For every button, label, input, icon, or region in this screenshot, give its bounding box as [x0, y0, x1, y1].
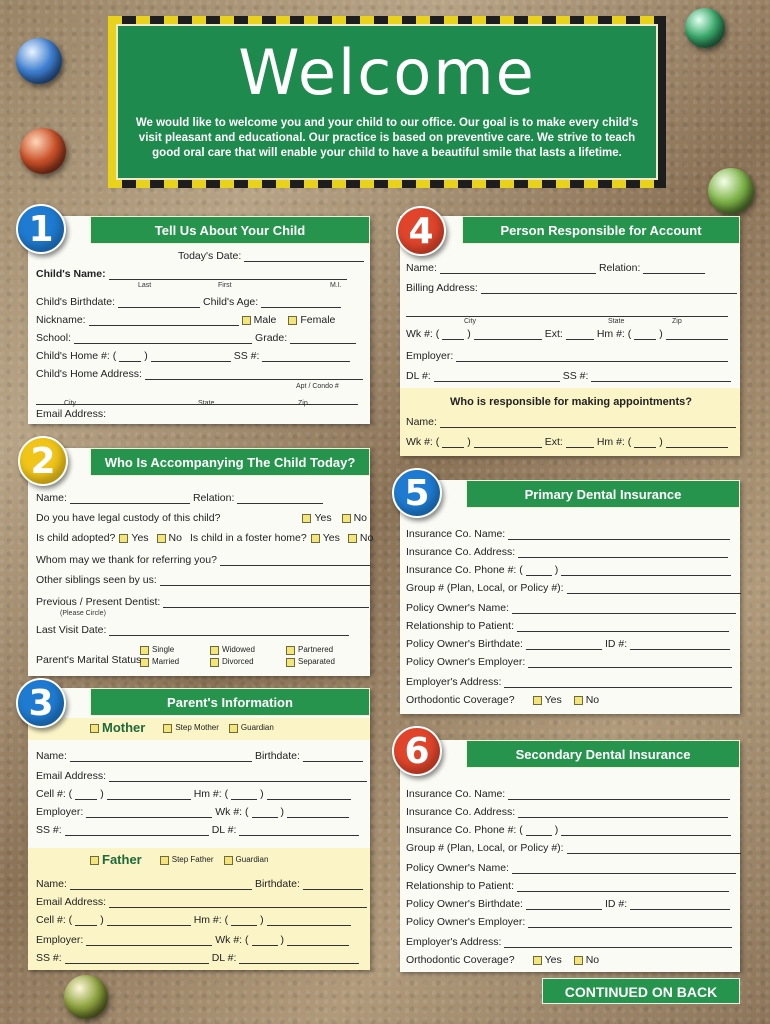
father-ss-label: SS #:: [36, 952, 62, 964]
continued-on-back-banner: CONTINUED ON BACK: [542, 978, 740, 1004]
marble-decoration: [16, 38, 62, 84]
paren: ): [260, 914, 264, 926]
p-ortho-label: Orthodontic Coverage?: [406, 694, 515, 706]
billing-field[interactable]: [481, 283, 737, 294]
paren: ): [260, 788, 264, 800]
mother-hm-label: Hm #: (: [193, 788, 229, 800]
appt-name-label: Name:: [406, 416, 437, 428]
s-co-phone-field[interactable]: [561, 825, 731, 836]
p-co-name-label: Insurance Co. Name:: [406, 528, 506, 540]
resp-wk-label: Wk #: (: [406, 328, 440, 340]
section-primary-insurance: [400, 480, 740, 714]
yes-label: Yes: [544, 694, 562, 706]
mother-dl-field[interactable]: [239, 825, 359, 836]
father-cell-label: Cell #: (: [36, 914, 73, 926]
appt-hm-area[interactable]: [634, 437, 656, 448]
p-employer-address-field[interactable]: [504, 677, 732, 688]
guardian-label: Guardian: [240, 723, 274, 732]
resp-employer-field[interactable]: [456, 351, 728, 362]
birthdate-label: Child's Birthdate:: [36, 296, 116, 308]
father-dl-field[interactable]: [239, 953, 359, 964]
last-visit-label: Last Visit Date:: [36, 624, 107, 636]
paren: ): [280, 934, 285, 946]
p-employer-address-label: Employer's Address:: [406, 676, 502, 688]
marble-decoration: [64, 975, 108, 1019]
section-6-header: Secondary Dental Insurance: [466, 740, 740, 768]
father-name-label: Name:: [36, 878, 67, 890]
s-owner-employer-label: Policy Owner's Employer:: [406, 916, 526, 928]
resp-relation-label: Relation:: [598, 262, 641, 274]
s-relationship-label: Relationship to Patient:: [406, 880, 514, 892]
father-name-field[interactable]: [70, 879, 252, 890]
father-employer-label: Employer:: [36, 934, 84, 946]
home-phone-label: Child's Home #: (: [36, 350, 117, 362]
resp-relation-field[interactable]: [643, 263, 705, 274]
guardian-label: Guardian: [235, 855, 269, 864]
s-co-phone-label: Insurance Co. Phone #: (: [406, 824, 523, 836]
s-co-address-label: Insurance Co. Address:: [406, 806, 516, 818]
s-owner-employer-field[interactable]: [528, 917, 732, 928]
separated-label: Separated: [298, 657, 335, 666]
separated-checkbox[interactable]: [286, 658, 295, 667]
p-owner-birth-field[interactable]: [526, 639, 602, 650]
male-checkbox[interactable]: [242, 316, 251, 325]
marital-status-label: Parent's Marital Status: [36, 654, 142, 666]
siblings-field[interactable]: [160, 575, 370, 586]
home-phone-field[interactable]: [151, 351, 231, 362]
accompany-name-label: Name:: [36, 492, 67, 504]
resp-hm-field[interactable]: [666, 329, 728, 340]
mother-email-label: Email Address:: [36, 770, 107, 782]
step-father-label: Step Father: [171, 855, 214, 864]
age-label: Child's Age:: [203, 296, 259, 308]
section-number-5: 5: [392, 468, 442, 518]
city-sublabel: City: [464, 318, 477, 325]
divorced-label: Divorced: [222, 657, 254, 666]
s-employer-address-label: Employer's Address:: [406, 936, 502, 948]
please-circle-sublabel: (Please Circle): [60, 610, 106, 617]
section-secondary-insurance: [400, 740, 740, 972]
yes-label: Yes: [314, 512, 332, 524]
p-owner-birth-label: Policy Owner's Birthdate:: [406, 638, 523, 650]
s-co-address-field[interactable]: [518, 807, 728, 818]
appt-name-field[interactable]: [440, 417, 736, 428]
ss-label: SS #:: [233, 350, 260, 362]
widowed-checkbox[interactable]: [210, 646, 219, 655]
ss-field[interactable]: [262, 351, 350, 362]
s-ortho-no-checkbox[interactable]: [574, 956, 583, 965]
father-cell-area[interactable]: [75, 915, 97, 926]
foster-yes-checkbox[interactable]: [311, 534, 320, 543]
city-state-zip-field[interactable]: [36, 394, 358, 405]
mi-sublabel: M.I.: [330, 282, 342, 289]
mother-employer-field[interactable]: [86, 807, 212, 818]
mother-guardian-checkbox[interactable]: [229, 724, 238, 733]
father-birthdate-field[interactable]: [303, 879, 363, 890]
paren: ): [659, 328, 663, 340]
mother-checkbox[interactable]: [90, 724, 99, 733]
resp-ss-label: SS #:: [562, 370, 589, 382]
welcome-title: Welcome: [238, 36, 536, 109]
partnered-label: Partnered: [298, 645, 334, 654]
paren: ): [280, 806, 285, 818]
s-ortho-yes-checkbox[interactable]: [533, 956, 542, 965]
p-group-label: Group # (Plan, Local, or Policy #):: [406, 582, 564, 594]
section-number-1: 1: [16, 204, 66, 254]
section-5-header: Primary Dental Insurance: [466, 480, 740, 508]
yes-label: Yes: [544, 954, 562, 966]
p-relationship-field[interactable]: [517, 621, 729, 632]
mother-dl-label: DL #:: [211, 824, 237, 836]
p-relationship-label: Relationship to Patient:: [406, 620, 514, 632]
father-label: Father: [102, 852, 142, 867]
step-mother-checkbox[interactable]: [163, 724, 172, 733]
resp-hm-label: Hm #: (: [596, 328, 632, 340]
partnered-checkbox[interactable]: [286, 646, 295, 655]
section-1-header: Tell Us About Your Child: [90, 216, 370, 244]
s-id-label: ID #:: [604, 898, 628, 910]
school-label: School:: [36, 332, 72, 344]
no-label: No: [585, 954, 600, 966]
todays-date-field[interactable]: [244, 251, 364, 262]
father-email-field[interactable]: [109, 897, 367, 908]
state-sublabel: State: [608, 318, 625, 325]
section-responsible: [400, 216, 740, 456]
section-3-header: Parent's Information: [90, 688, 370, 716]
section-number-3: 3: [16, 678, 66, 728]
appt-hm-label: Hm #: (: [596, 436, 632, 448]
appt-wk-label: Wk #: (: [406, 436, 440, 448]
single-label: Single: [152, 645, 175, 654]
todays-date-label: Today's Date:: [178, 250, 242, 262]
last-sublabel: Last: [138, 282, 152, 289]
apt-sublabel: Apt / Condo #: [296, 383, 339, 390]
father-wk-area[interactable]: [252, 935, 278, 946]
resp-hm-area[interactable]: [634, 329, 656, 340]
father-dl-label: DL #:: [211, 952, 237, 964]
yes-label: Yes: [322, 532, 340, 544]
mother-hm-field[interactable]: [267, 789, 351, 800]
p-co-name-field[interactable]: [508, 529, 730, 540]
last-visit-field[interactable]: [109, 625, 349, 636]
s-owner-birth-label: Policy Owner's Birthdate:: [406, 898, 523, 910]
father-cell-field[interactable]: [107, 915, 191, 926]
no-label: No: [168, 532, 182, 544]
father-email-label: Email Address:: [36, 896, 107, 908]
foster-no-checkbox[interactable]: [348, 534, 357, 543]
marital-options: [140, 644, 335, 668]
paren: ): [554, 824, 559, 836]
appt-wk-field[interactable]: [474, 437, 542, 448]
paren: ): [554, 564, 559, 576]
mother-wk-label: Wk #: (: [215, 806, 249, 818]
father-hm-label: Hm #: (: [193, 914, 229, 926]
mother-cell-area[interactable]: [75, 789, 97, 800]
section-number-6: 6: [392, 726, 442, 776]
mother-hm-area[interactable]: [231, 789, 257, 800]
resp-ext-field[interactable]: [566, 329, 594, 340]
age-field[interactable]: [261, 297, 341, 308]
welcome-banner: [108, 16, 666, 188]
father-wk-label: Wk #: (: [215, 934, 249, 946]
resp-employer-label: Employer:: [406, 350, 454, 362]
marble-decoration: [685, 8, 725, 48]
married-checkbox[interactable]: [140, 658, 149, 667]
p-co-address-field[interactable]: [518, 547, 728, 558]
p-id-label: ID #:: [604, 638, 628, 650]
paren: ): [467, 328, 471, 340]
email-label: Email Address:: [36, 408, 107, 420]
mother-email-field[interactable]: [109, 771, 367, 782]
resp-dl-label: DL #:: [406, 370, 431, 382]
paren: ): [467, 436, 471, 448]
dentist-field[interactable]: [163, 597, 369, 608]
p-co-phone-label: Insurance Co. Phone #: (: [406, 564, 523, 576]
step-mother-label: Step Mother: [175, 723, 219, 732]
father-checkbox[interactable]: [90, 856, 99, 865]
paren: ): [144, 350, 148, 362]
mother-name-field[interactable]: [70, 751, 252, 762]
resp-name-label: Name:: [406, 262, 437, 274]
p-co-address-label: Insurance Co. Address:: [406, 546, 516, 558]
marble-decoration: [708, 168, 754, 214]
grade-label: Grade:: [255, 332, 288, 344]
s-owner-name-field[interactable]: [512, 863, 736, 874]
p-ortho-no-checkbox[interactable]: [574, 696, 583, 705]
adopted-label: Is child adopted?: [36, 532, 116, 544]
p-owner-name-field[interactable]: [512, 603, 736, 614]
grade-field[interactable]: [290, 333, 356, 344]
appt-ext-field[interactable]: [566, 437, 594, 448]
p-id-field[interactable]: [630, 639, 730, 650]
s-relationship-field[interactable]: [517, 881, 729, 892]
resp-name-field[interactable]: [440, 263, 596, 274]
p-ortho-yes-checkbox[interactable]: [533, 696, 542, 705]
section-number-4: 4: [396, 206, 446, 256]
home-phone-area-field[interactable]: [119, 351, 141, 362]
paren: ): [659, 436, 663, 448]
relation-field[interactable]: [237, 493, 323, 504]
step-father-checkbox[interactable]: [160, 856, 169, 865]
billing-city-field[interactable]: [406, 306, 728, 317]
s-ortho-label: Orthodontic Coverage?: [406, 954, 515, 966]
resp-ss-field[interactable]: [591, 371, 731, 382]
mother-birthdate-label: Birthdate:: [254, 750, 300, 762]
s-owner-birth-field[interactable]: [526, 899, 602, 910]
mother-wk-field[interactable]: [287, 807, 349, 818]
home-address-field[interactable]: [145, 369, 363, 380]
p-owner-employer-label: Policy Owner's Employer:: [406, 656, 526, 668]
s-co-phone-area[interactable]: [526, 825, 552, 836]
no-label: No: [353, 512, 368, 524]
childs-name-field[interactable]: [109, 269, 347, 280]
birthdate-field[interactable]: [118, 297, 200, 308]
s-group-field[interactable]: [567, 843, 741, 854]
section-2-header: Who Is Accompanying The Child Today?: [90, 448, 370, 476]
section-parents: [28, 688, 370, 970]
divorced-checkbox[interactable]: [210, 658, 219, 667]
state-sublabel: State: [198, 400, 215, 407]
section-number-2: 2: [18, 436, 68, 486]
no-label: No: [585, 694, 600, 706]
female-checkbox[interactable]: [288, 316, 297, 325]
custody-yes-checkbox[interactable]: [302, 514, 311, 523]
referral-field[interactable]: [220, 555, 370, 566]
section-accompanying: [28, 448, 374, 676]
resp-ext-label: Ext:: [544, 328, 563, 340]
relation-label: Relation:: [192, 492, 235, 504]
nickname-field[interactable]: [89, 315, 239, 326]
male-label: Male: [253, 314, 277, 326]
childs-name-label: Child's Name:: [36, 268, 106, 280]
welcome-text: We would like to welcome you and your child to our office. Our goal is to make every child's visit pleasant and educational. Our practice is based on preventive care. We strive to teach good oral care that will enable your child to have a beautiful smile that lasts a lifetime.: [135, 117, 639, 159]
custody-label: Do you have legal custody of this child?: [36, 512, 221, 524]
appt-hm-field[interactable]: [666, 437, 728, 448]
resp-dl-field[interactable]: [434, 371, 560, 382]
mother-ss-field[interactable]: [65, 825, 209, 836]
father-guardian-checkbox[interactable]: [224, 856, 233, 865]
nickname-label: Nickname:: [36, 314, 86, 326]
adopted-yes-checkbox[interactable]: [119, 534, 128, 543]
single-checkbox[interactable]: [140, 646, 149, 655]
dentist-label: Previous / Present Dentist:: [36, 596, 161, 608]
father-birthdate-label: Birthdate:: [254, 878, 300, 890]
paren: ): [100, 914, 104, 926]
appointments-title: Who is responsible for making appointments?: [450, 396, 693, 408]
father-wk-field[interactable]: [287, 935, 349, 946]
p-owner-employer-field[interactable]: [528, 657, 732, 668]
referral-label: Whom may we thank for referring you?: [36, 554, 217, 566]
mother-label: Mother: [102, 720, 146, 735]
appt-ext-label: Ext:: [544, 436, 563, 448]
widowed-label: Widowed: [222, 645, 255, 654]
section-child-info: [28, 216, 370, 424]
p-co-phone-area[interactable]: [526, 565, 552, 576]
appt-wk-area[interactable]: [442, 437, 464, 448]
s-owner-name-label: Policy Owner's Name:: [406, 862, 509, 874]
father-hm-field[interactable]: [267, 915, 351, 926]
school-field[interactable]: [74, 333, 252, 344]
home-address-label: Child's Home Address:: [36, 368, 142, 380]
marble-decoration: [20, 128, 66, 174]
first-sublabel: First: [218, 282, 232, 289]
mother-employer-label: Employer:: [36, 806, 84, 818]
mother-cell-label: Cell #: (: [36, 788, 73, 800]
accompany-name-field[interactable]: [70, 493, 190, 504]
p-owner-name-label: Policy Owner's Name:: [406, 602, 509, 614]
yes-label: Yes: [131, 532, 149, 544]
custody-no-checkbox[interactable]: [342, 514, 351, 523]
resp-wk-area[interactable]: [442, 329, 464, 340]
s-co-name-field[interactable]: [508, 789, 730, 800]
mother-birthdate-field[interactable]: [303, 751, 363, 762]
s-co-name-label: Insurance Co. Name:: [406, 788, 506, 800]
mother-name-label: Name:: [36, 750, 67, 762]
married-label: Married: [152, 657, 180, 666]
female-label: Female: [300, 314, 336, 326]
father-hm-area[interactable]: [231, 915, 257, 926]
father-employer-field[interactable]: [86, 935, 212, 946]
p-group-field[interactable]: [567, 583, 741, 594]
section-4-header: Person Responsible for Account: [462, 216, 740, 244]
resp-wk-field[interactable]: [474, 329, 542, 340]
no-label: No: [359, 532, 374, 544]
zip-sublabel: Zip: [672, 318, 682, 325]
adopted-no-checkbox[interactable]: [157, 534, 166, 543]
mother-wk-area[interactable]: [252, 807, 278, 818]
p-co-phone-field[interactable]: [561, 565, 731, 576]
city-sublabel: City: [64, 400, 77, 407]
zip-sublabel: Zip: [298, 400, 308, 407]
mother-cell-field[interactable]: [107, 789, 191, 800]
father-ss-field[interactable]: [65, 953, 209, 964]
foster-label: Is child in a foster home?: [189, 532, 307, 544]
s-employer-address-field[interactable]: [504, 937, 732, 948]
s-group-label: Group # (Plan, Local, or Policy #):: [406, 842, 564, 854]
billing-label: Billing Address:: [406, 282, 478, 294]
paren: ): [100, 788, 104, 800]
mother-ss-label: SS #:: [36, 824, 62, 836]
s-id-field[interactable]: [630, 899, 730, 910]
siblings-label: Other siblings seen by us:: [36, 574, 157, 586]
